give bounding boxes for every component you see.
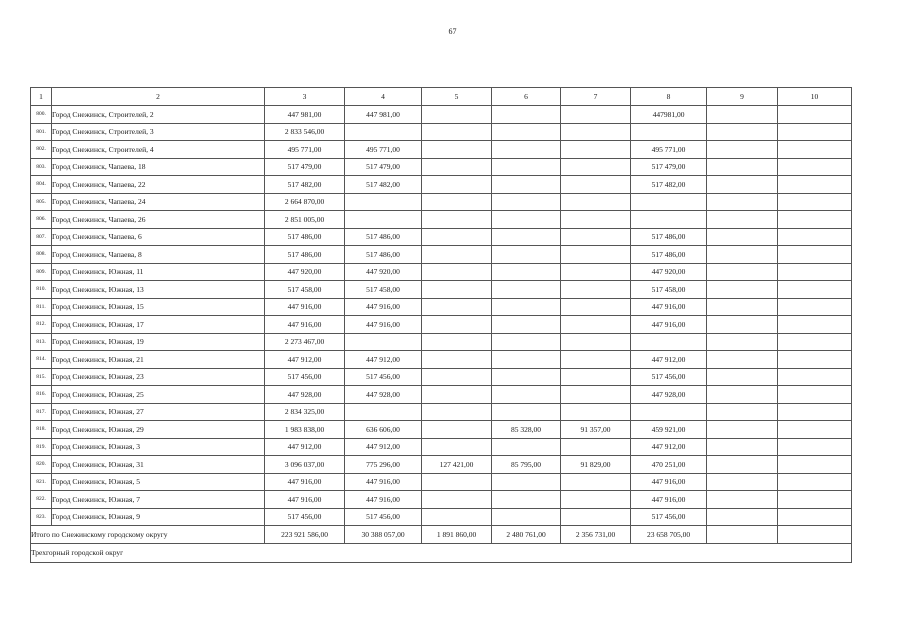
value-cell-c7	[561, 158, 631, 176]
table-row	[31, 491, 852, 509]
row-number: 817.	[31, 403, 52, 421]
value-cell-c8	[631, 333, 707, 351]
value-cell-c9	[707, 211, 778, 229]
row-number: 822.	[31, 491, 52, 509]
value-cell-c6	[492, 281, 561, 299]
total-value-c7: 2 356 731,00	[561, 526, 631, 544]
value-cell-c6	[492, 298, 561, 316]
row-number: 809.	[31, 263, 52, 281]
table-row	[31, 176, 852, 194]
row-number: 815.	[31, 368, 52, 386]
column-header: 9	[707, 88, 778, 106]
value-cell-c10	[778, 456, 852, 474]
value-cell-c8: 447 916,00	[631, 491, 707, 509]
value-cell-c7: 91 357,00	[561, 421, 631, 439]
value-cell-c4: 517 486,00	[345, 228, 422, 246]
column-header: 10	[778, 88, 852, 106]
value-cell-c4	[345, 123, 422, 141]
value-cell-c4: 517 456,00	[345, 508, 422, 526]
value-cell-c3: 517 456,00	[265, 368, 345, 386]
value-cell-c8: 517 486,00	[631, 228, 707, 246]
value-cell-c10	[778, 333, 852, 351]
value-cell-c9	[707, 193, 778, 211]
value-cell-c5	[422, 351, 492, 369]
value-cell-c5	[422, 123, 492, 141]
value-cell-c6	[492, 438, 561, 456]
address-cell: Город Снежинск, Южная, 19	[52, 333, 265, 351]
table-row	[31, 403, 852, 421]
address-cell: Город Снежинск, Южная, 15	[52, 298, 265, 316]
value-cell-c10	[778, 228, 852, 246]
value-cell-c7	[561, 386, 631, 404]
column-header: 4	[345, 88, 422, 106]
value-cell-c5	[422, 473, 492, 491]
address-cell: Город Снежинск, Южная, 7	[52, 491, 265, 509]
value-cell-c8: 517 458,00	[631, 281, 707, 299]
value-cell-c4: 495 771,00	[345, 141, 422, 159]
row-number: 808.	[31, 246, 52, 264]
value-cell-c5	[422, 193, 492, 211]
value-cell-c8: 495 771,00	[631, 141, 707, 159]
value-cell-c4: 775 296,00	[345, 456, 422, 474]
value-cell-c10	[778, 158, 852, 176]
value-cell-c9	[707, 176, 778, 194]
value-cell-c8: 447 928,00	[631, 386, 707, 404]
value-cell-c9	[707, 421, 778, 439]
page-number: 67	[448, 27, 457, 36]
value-cell-c4: 636 606,00	[345, 421, 422, 439]
data-table	[30, 87, 852, 563]
value-cell-c6	[492, 473, 561, 491]
value-cell-c7	[561, 123, 631, 141]
value-cell-c6	[492, 106, 561, 124]
table-row	[31, 281, 852, 299]
value-cell-c5	[422, 403, 492, 421]
value-cell-c6	[492, 386, 561, 404]
value-cell-c6	[492, 403, 561, 421]
address-cell: Город Снежинск, Южная, 9	[52, 508, 265, 526]
value-cell-c6	[492, 368, 561, 386]
value-cell-c6	[492, 228, 561, 246]
value-cell-c3: 447 928,00	[265, 386, 345, 404]
value-cell-c5	[422, 333, 492, 351]
value-cell-c8: 447 912,00	[631, 351, 707, 369]
value-cell-c7	[561, 333, 631, 351]
value-cell-c6	[492, 211, 561, 229]
value-cell-c10	[778, 106, 852, 124]
value-cell-c10	[778, 473, 852, 491]
table-row	[31, 211, 852, 229]
value-cell-c10	[778, 263, 852, 281]
value-cell-c5	[422, 263, 492, 281]
section-title: Трехгорный городской округ	[31, 543, 852, 562]
value-cell-c7	[561, 176, 631, 194]
value-cell-c4: 447 912,00	[345, 351, 422, 369]
value-cell-c10	[778, 438, 852, 456]
value-cell-c8: 447 920,00	[631, 263, 707, 281]
value-cell-c10	[778, 141, 852, 159]
value-cell-c3: 2 834 325,00	[265, 403, 345, 421]
value-cell-c9	[707, 106, 778, 124]
value-cell-c3: 517 482,00	[265, 176, 345, 194]
value-cell-c4: 447 912,00	[345, 438, 422, 456]
value-cell-c7	[561, 508, 631, 526]
header-row	[31, 88, 852, 106]
value-cell-c4: 447 981,00	[345, 106, 422, 124]
value-cell-c4: 447 916,00	[345, 491, 422, 509]
value-cell-c8: 517 482,00	[631, 176, 707, 194]
value-cell-c3: 1 983 838,00	[265, 421, 345, 439]
value-cell-c4: 517 456,00	[345, 368, 422, 386]
value-cell-c8: 447 916,00	[631, 473, 707, 491]
value-cell-c10	[778, 421, 852, 439]
value-cell-c8: 447 912,00	[631, 438, 707, 456]
value-cell-c5	[422, 228, 492, 246]
value-cell-c3: 517 479,00	[265, 158, 345, 176]
value-cell-c9	[707, 228, 778, 246]
total-value-c3: 223 921 586,00	[265, 526, 345, 544]
value-cell-c8: 470 251,00	[631, 456, 707, 474]
value-cell-c9	[707, 141, 778, 159]
value-cell-c9	[707, 298, 778, 316]
total-value-c10	[778, 526, 852, 544]
value-cell-c10	[778, 491, 852, 509]
row-number: 816.	[31, 386, 52, 404]
value-cell-c9	[707, 123, 778, 141]
column-header: 1	[31, 88, 52, 106]
address-cell: Город Снежинск, Строителей, 3	[52, 123, 265, 141]
column-header: 7	[561, 88, 631, 106]
column-header: 2	[52, 88, 265, 106]
value-cell-c6	[492, 333, 561, 351]
value-cell-c6	[492, 351, 561, 369]
value-cell-c3: 517 456,00	[265, 508, 345, 526]
value-cell-c8: 459 921,00	[631, 421, 707, 439]
value-cell-c10	[778, 193, 852, 211]
value-cell-c7	[561, 228, 631, 246]
row-number: 823.	[31, 508, 52, 526]
address-cell: Город Снежинск, Чапаева, 24	[52, 193, 265, 211]
table-row	[31, 508, 852, 526]
row-number: 812.	[31, 316, 52, 334]
value-cell-c9	[707, 246, 778, 264]
address-cell: Город Снежинск, Южная, 13	[52, 281, 265, 299]
table-row	[31, 368, 852, 386]
value-cell-c3: 447 912,00	[265, 438, 345, 456]
value-cell-c4: 517 458,00	[345, 281, 422, 299]
value-cell-c10	[778, 298, 852, 316]
total-label: Итого по Снежинскому городскому округу	[31, 526, 265, 544]
value-cell-c5	[422, 106, 492, 124]
row-number: 811.	[31, 298, 52, 316]
row-number: 810.	[31, 281, 52, 299]
value-cell-c8	[631, 193, 707, 211]
value-cell-c3: 2 664 870,00	[265, 193, 345, 211]
table-row	[31, 123, 852, 141]
value-cell-c6	[492, 316, 561, 334]
table-row	[31, 456, 852, 474]
table-row	[31, 298, 852, 316]
value-cell-c3: 447 920,00	[265, 263, 345, 281]
value-cell-c8	[631, 211, 707, 229]
table-row	[31, 246, 852, 264]
column-header: 8	[631, 88, 707, 106]
value-cell-c3: 2 851 005,00	[265, 211, 345, 229]
row-number: 804.	[31, 176, 52, 194]
value-cell-c9	[707, 508, 778, 526]
total-row	[31, 526, 852, 544]
value-cell-c9	[707, 473, 778, 491]
value-cell-c7	[561, 211, 631, 229]
value-cell-c6	[492, 176, 561, 194]
table-row	[31, 438, 852, 456]
value-cell-c7	[561, 491, 631, 509]
value-cell-c10	[778, 281, 852, 299]
address-cell: Город Снежинск, Южная, 25	[52, 386, 265, 404]
value-cell-c4: 447 916,00	[345, 473, 422, 491]
address-cell: Город Снежинск, Южная, 17	[52, 316, 265, 334]
value-cell-c10	[778, 123, 852, 141]
table-row	[31, 386, 852, 404]
value-cell-c4: 447 920,00	[345, 263, 422, 281]
table-row	[31, 333, 852, 351]
table-row	[31, 158, 852, 176]
row-number: 814.	[31, 351, 52, 369]
value-cell-c9	[707, 368, 778, 386]
value-cell-c9	[707, 438, 778, 456]
table-row	[31, 106, 852, 124]
value-cell-c3: 447 916,00	[265, 473, 345, 491]
address-cell: Город Снежинск, Чапаева, 22	[52, 176, 265, 194]
value-cell-c9	[707, 386, 778, 404]
row-number: 800.	[31, 106, 52, 124]
value-cell-c6	[492, 123, 561, 141]
address-cell: Город Снежинск, Чапаева, 18	[52, 158, 265, 176]
row-number: 801.	[31, 123, 52, 141]
value-cell-c4: 447 916,00	[345, 316, 422, 334]
value-cell-c7	[561, 193, 631, 211]
table-row	[31, 228, 852, 246]
value-cell-c3: 447 916,00	[265, 298, 345, 316]
address-cell: Город Снежинск, Южная, 29	[52, 421, 265, 439]
value-cell-c10	[778, 211, 852, 229]
value-cell-c7	[561, 263, 631, 281]
value-cell-c3: 447 912,00	[265, 351, 345, 369]
value-cell-c7	[561, 141, 631, 159]
value-cell-c3: 3 096 037,00	[265, 456, 345, 474]
address-cell: Город Снежинск, Строителей, 4	[52, 141, 265, 159]
value-cell-c9	[707, 403, 778, 421]
table-row	[31, 351, 852, 369]
value-cell-c7	[561, 403, 631, 421]
value-cell-c5	[422, 368, 492, 386]
value-cell-c5	[422, 438, 492, 456]
value-cell-c5	[422, 176, 492, 194]
table-row	[31, 193, 852, 211]
value-cell-c3: 495 771,00	[265, 141, 345, 159]
value-cell-c8: 517 479,00	[631, 158, 707, 176]
value-cell-c6	[492, 491, 561, 509]
value-cell-c7	[561, 368, 631, 386]
value-cell-c6	[492, 263, 561, 281]
address-cell: Город Снежинск, Южная, 5	[52, 473, 265, 491]
table-row	[31, 421, 852, 439]
value-cell-c6	[492, 246, 561, 264]
table-row	[31, 316, 852, 334]
column-header: 6	[492, 88, 561, 106]
value-cell-c8: 517 456,00	[631, 508, 707, 526]
address-cell: Город Снежинск, Чапаева, 8	[52, 246, 265, 264]
value-cell-c4: 517 482,00	[345, 176, 422, 194]
value-cell-c5	[422, 158, 492, 176]
value-cell-c3: 2 833 546,00	[265, 123, 345, 141]
value-cell-c5	[422, 491, 492, 509]
value-cell-c6	[492, 158, 561, 176]
address-cell: Город Снежинск, Строителей, 2	[52, 106, 265, 124]
value-cell-c9	[707, 333, 778, 351]
table-row	[31, 141, 852, 159]
address-cell: Город Снежинск, Чапаева, 6	[52, 228, 265, 246]
row-number: 813.	[31, 333, 52, 351]
value-cell-c10	[778, 368, 852, 386]
value-cell-c7	[561, 106, 631, 124]
value-cell-c8: 447 916,00	[631, 298, 707, 316]
value-cell-c4	[345, 193, 422, 211]
value-cell-c8: 517 456,00	[631, 368, 707, 386]
value-cell-c10	[778, 403, 852, 421]
value-cell-c10	[778, 316, 852, 334]
value-cell-c4	[345, 333, 422, 351]
value-cell-c6	[492, 508, 561, 526]
value-cell-c3: 517 486,00	[265, 246, 345, 264]
value-cell-c5	[422, 421, 492, 439]
address-cell: Город Снежинск, Южная, 31	[52, 456, 265, 474]
value-cell-c7	[561, 298, 631, 316]
value-cell-c5	[422, 298, 492, 316]
value-cell-c5	[422, 386, 492, 404]
row-number: 807.	[31, 228, 52, 246]
row-number: 802.	[31, 141, 52, 159]
value-cell-c7	[561, 281, 631, 299]
row-number: 803.	[31, 158, 52, 176]
value-cell-c10	[778, 246, 852, 264]
value-cell-c10	[778, 176, 852, 194]
total-value-c9	[707, 526, 778, 544]
value-cell-c8: 447 916,00	[631, 316, 707, 334]
table-row	[31, 263, 852, 281]
value-cell-c4: 447 916,00	[345, 298, 422, 316]
value-cell-c5	[422, 281, 492, 299]
total-value-c4: 30 388 057,00	[345, 526, 422, 544]
address-cell: Город Снежинск, Чапаева, 26	[52, 211, 265, 229]
value-cell-c4	[345, 211, 422, 229]
row-number: 818.	[31, 421, 52, 439]
value-cell-c9	[707, 491, 778, 509]
value-cell-c9	[707, 456, 778, 474]
address-cell: Город Снежинск, Южная, 23	[52, 368, 265, 386]
value-cell-c7	[561, 246, 631, 264]
value-cell-c6: 85 328,00	[492, 421, 561, 439]
value-cell-c6	[492, 193, 561, 211]
value-cell-c9	[707, 316, 778, 334]
value-cell-c3: 447 916,00	[265, 316, 345, 334]
value-cell-c4: 517 479,00	[345, 158, 422, 176]
value-cell-c5: 127 421,00	[422, 456, 492, 474]
value-cell-c7: 91 829,00	[561, 456, 631, 474]
address-cell: Город Снежинск, Южная, 27	[52, 403, 265, 421]
value-cell-c8	[631, 403, 707, 421]
value-cell-c3: 517 458,00	[265, 281, 345, 299]
row-number: 819.	[31, 438, 52, 456]
value-cell-c7	[561, 351, 631, 369]
value-cell-c3: 447 916,00	[265, 491, 345, 509]
value-cell-c3: 2 273 467,00	[265, 333, 345, 351]
value-cell-c5	[422, 316, 492, 334]
value-cell-c9	[707, 158, 778, 176]
value-cell-c5	[422, 211, 492, 229]
value-cell-c9	[707, 263, 778, 281]
value-cell-c3: 517 486,00	[265, 228, 345, 246]
total-value-c5: 1 891 860,00	[422, 526, 492, 544]
address-cell: Город Снежинск, Южная, 11	[52, 263, 265, 281]
row-number: 821.	[31, 473, 52, 491]
address-cell: Город Снежинск, Южная, 3	[52, 438, 265, 456]
value-cell-c8	[631, 123, 707, 141]
address-cell: Город Снежинск, Южная, 21	[52, 351, 265, 369]
value-cell-c5	[422, 508, 492, 526]
row-number: 820.	[31, 456, 52, 474]
value-cell-c4: 447 928,00	[345, 386, 422, 404]
value-cell-c9	[707, 281, 778, 299]
value-cell-c4	[345, 403, 422, 421]
value-cell-c9	[707, 351, 778, 369]
value-cell-c5	[422, 246, 492, 264]
value-cell-c10	[778, 508, 852, 526]
row-number: 806.	[31, 211, 52, 229]
value-cell-c10	[778, 386, 852, 404]
row-number: 805.	[31, 193, 52, 211]
value-cell-c8: 447981,00	[631, 106, 707, 124]
total-value-c8: 23 658 705,00	[631, 526, 707, 544]
value-cell-c8: 517 486,00	[631, 246, 707, 264]
section-row	[31, 543, 852, 562]
column-header: 3	[265, 88, 345, 106]
table-row	[31, 473, 852, 491]
value-cell-c7	[561, 473, 631, 491]
value-cell-c4: 517 486,00	[345, 246, 422, 264]
value-cell-c5	[422, 141, 492, 159]
value-cell-c6: 85 795,00	[492, 456, 561, 474]
column-header: 5	[422, 88, 492, 106]
value-cell-c3: 447 981,00	[265, 106, 345, 124]
value-cell-c7	[561, 438, 631, 456]
value-cell-c10	[778, 351, 852, 369]
total-value-c6: 2 480 761,00	[492, 526, 561, 544]
value-cell-c6	[492, 141, 561, 159]
value-cell-c7	[561, 316, 631, 334]
